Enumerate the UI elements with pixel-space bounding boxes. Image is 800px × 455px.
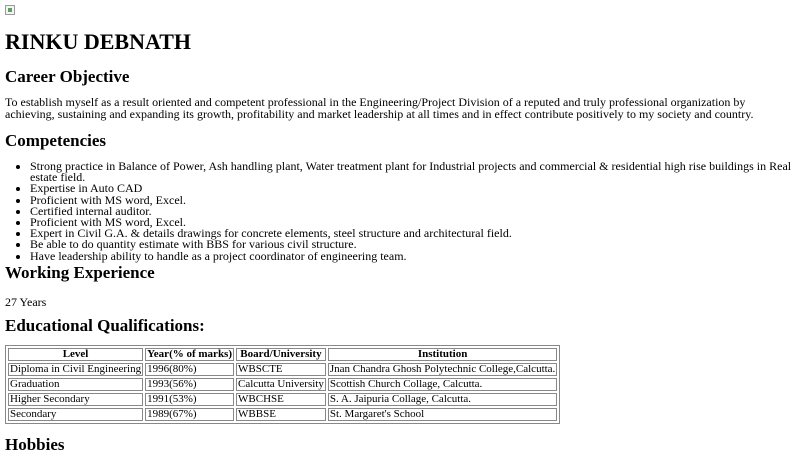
competency-item: • Strong practice in Balance of Power, Ash handling plant, Water treatment plant for Industrial projects and commercial & residential high rise buildings in Real estate field.	[30, 161, 795, 183]
candidate-name: RINKU DEBNATH	[5, 29, 192, 54]
competency-item: • Expert in Civil G.A. & details drawings for concrete elements, steel structure and architectural field.	[30, 228, 795, 239]
broken-image-icon	[5, 5, 15, 15]
cell-board: Calcutta University	[238, 378, 324, 390]
cell-year: 1996(80%)	[145, 363, 234, 376]
career-objective-text: To establish myself as a result oriented and competent professional in the Engineering/Project Division of a reputed and truly professional organization by achieving, sustaining and expanding its growth, profitability and market leadership at all times and in effect contribute positively to my society and country.	[5, 95, 754, 121]
cell-year: 1993(56%)	[145, 378, 234, 391]
cell-board: WBSCTE	[236, 363, 326, 376]
competency-item: • Expertise in Auto CAD	[30, 183, 795, 194]
cell-institution: St. Margaret's School	[328, 408, 557, 421]
column-header-year: Year(% of marks)	[147, 348, 233, 360]
competency-item: • Certified internal auditor.	[30, 206, 795, 217]
column-header-board: Board/University	[236, 348, 326, 361]
competency-item: • Proficient with MS word, Excel.	[30, 217, 795, 228]
cell-year: 1991(53%)	[145, 393, 234, 406]
table-header-row	[8, 348, 557, 361]
cell-level: Graduation	[8, 378, 143, 391]
cell-institution: Scottish Church Collage, Calcutta.	[328, 378, 557, 391]
cell-year: 1989(67%)	[145, 408, 234, 421]
column-header-institution: Institution	[328, 348, 557, 361]
cell-level: Diploma in Civil Engineering	[10, 363, 142, 375]
working-experience-value: 27 Years	[5, 295, 47, 309]
competencies-list	[30, 161, 795, 262]
cell-institution: S. A. Jaipuria Collage, Calcutta.	[328, 393, 557, 406]
column-header-level: Level	[8, 348, 143, 361]
career-objective-heading: Career Objective	[5, 67, 130, 86]
table-row	[8, 378, 557, 391]
education-table	[5, 345, 560, 424]
table-row	[8, 393, 557, 406]
table-row	[8, 363, 557, 376]
resume-page	[5, 5, 795, 454]
table-row	[8, 408, 557, 421]
working-experience-heading: Working Experience	[5, 263, 155, 282]
hobbies-heading: Hobbies	[5, 435, 65, 454]
cell-board: WBCHSE	[236, 393, 326, 406]
competency-item: • Have leadership ability to handle as a project coordinator of engineering team.	[30, 251, 795, 262]
competency-item: • Proficient with MS word, Excel.	[30, 195, 795, 206]
education-heading: Educational Qualifications:	[5, 316, 205, 335]
cell-level: Secondary	[8, 408, 143, 421]
cell-board: WBBSE	[236, 408, 326, 421]
cell-institution: Jnan Chandra Ghosh Polytechnic College,Calcutta.	[329, 363, 556, 375]
competency-item: • Be able to do quantity estimate with BBS for various civil structure.	[30, 239, 795, 250]
competencies-heading: Competencies	[5, 131, 107, 150]
cell-level: Higher Secondary	[8, 393, 143, 406]
